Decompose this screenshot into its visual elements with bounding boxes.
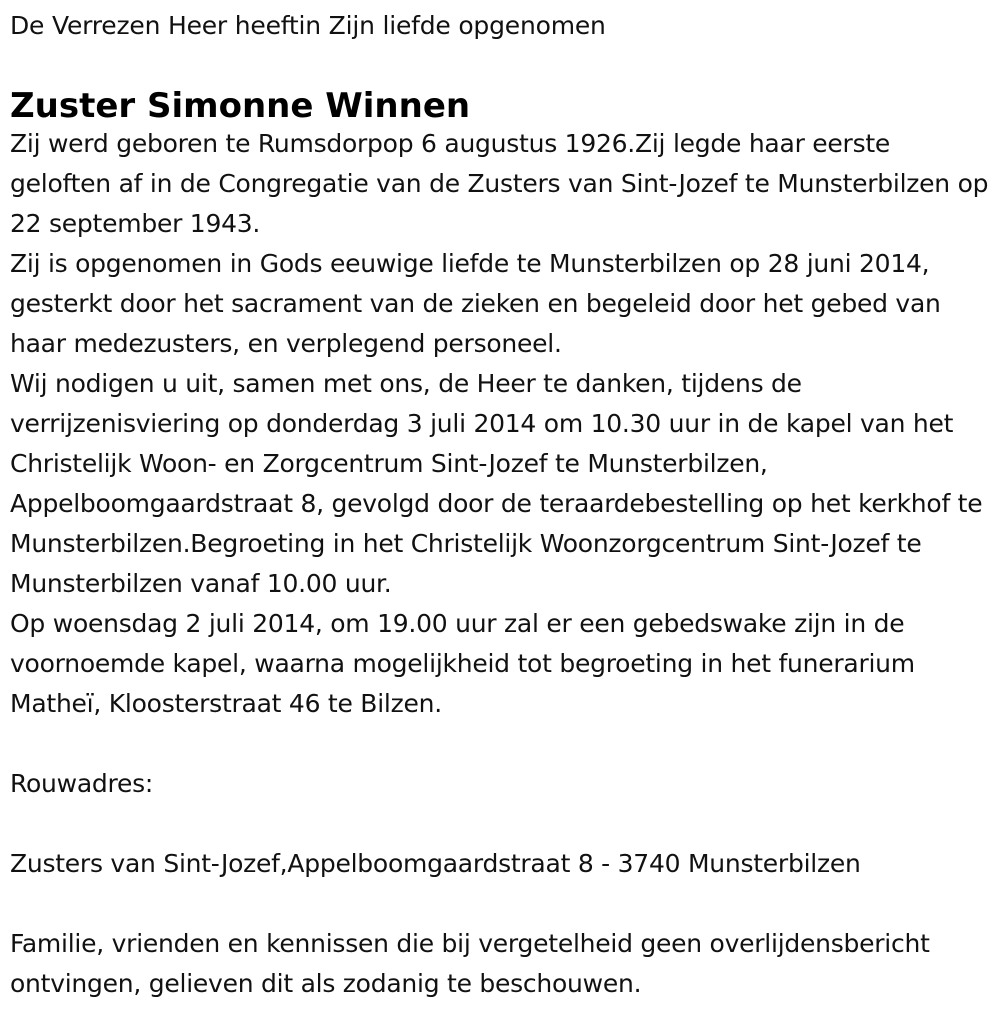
obituary-body xyxy=(10,124,995,1004)
birth-paragraph: Zij werd geboren te Rumsdorpop 6 augustus 1926.Zij legde haar eerste geloften af in de Congregatie van de Zusters van Sint-Jozef te Munsterbilzen op 22 september 1943. xyxy=(10,129,989,238)
death-paragraph: Zij is opgenomen in Gods eeuwige liefde te Munsterbilzen op 28 juni 2014, gesterkt door het sacrament van de zieken en begeleid door het gebed van haar medezusters, en verplegend personeel. xyxy=(10,249,941,358)
obituary-document xyxy=(10,6,995,1004)
spacer xyxy=(10,724,995,764)
mourning-address: Zusters van Sint-Jozef,Appelboomgaardstraat 8 - 3740 Munsterbilzen xyxy=(10,849,861,878)
vigil-paragraph: Op woensdag 2 juli 2014, om 19.00 uur zal er een gebedswake zijn in de voornoemde kapel, waarna mogelijkheid tot begroeting in het funerarium Matheï, Kloosterstraat 46 te Bilzen. xyxy=(10,609,915,718)
spacer xyxy=(10,804,995,844)
funeral-paragraph: Wij nodigen u uit, samen met ons, de Heer te danken, tijdens de verrijzenisviering op donderdag 3 juli 2014 om 10.30 uur in de kapel van het Christelijk Woon- en Zorgcentrum Sint-Jozef te Munsterbilzen, Appelboomgaardstraat 8, gevolgd door de teraardebestelling op het kerkhof te Munsterbilzen.Begroeting in het Christelijk Woonzorgcentrum Sint-Jozef te Munsterbilzen vanaf 10.00 uur. xyxy=(10,369,983,598)
spacer xyxy=(10,884,995,924)
deceased-name: Zuster Simonne Winnen xyxy=(10,86,471,126)
mourning-address-label: Rouwadres: xyxy=(10,769,154,798)
intro-line: De Verrezen Heer heeftin Zijn liefde opgenomen xyxy=(10,11,606,40)
closing-note: Familie, vrienden en kennissen die bij vergetelheid geen overlijdensbericht ontvingen, gelieven dit als zodanig te beschouwen. xyxy=(10,929,930,998)
